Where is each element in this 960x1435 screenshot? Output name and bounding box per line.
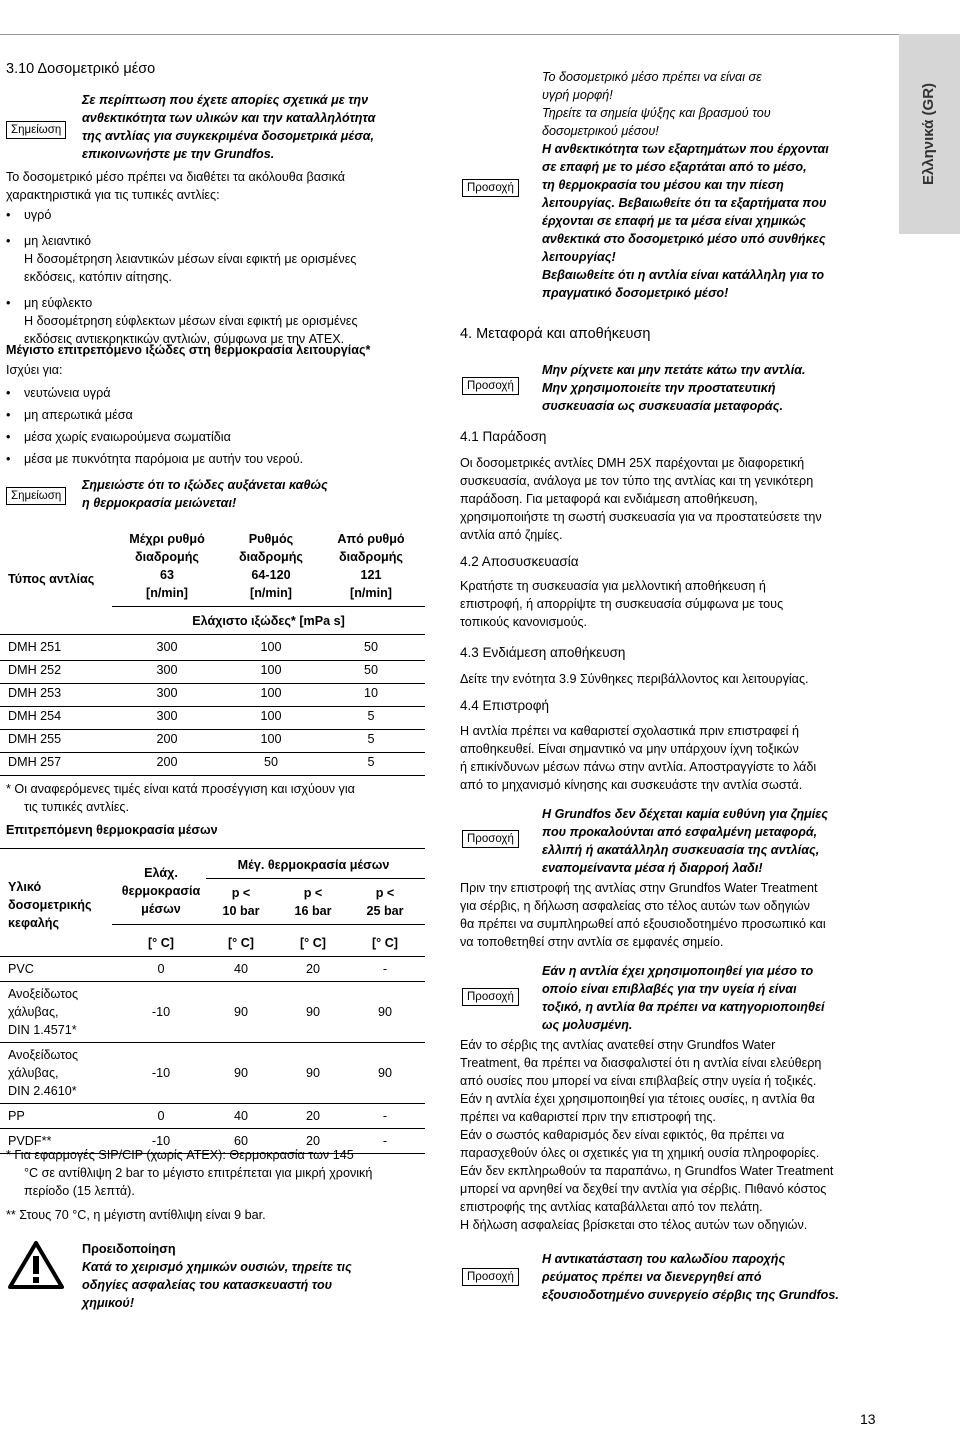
page-number: 13	[860, 1411, 876, 1427]
header-line: 25 bar	[366, 904, 404, 918]
section-4-3-text: Δείτε την ενότητα 3.9 Σύνθηκες περιβάλλοντος και λειτουργίας.	[460, 672, 809, 686]
section-4-4-heading: 4.4 Επιστροφή	[460, 698, 549, 713]
table-cell: 50	[363, 663, 378, 677]
table-rule	[0, 775, 425, 776]
note-text-1	[82, 91, 422, 163]
note2-line: Σημειώστε ότι το ιξώδες αυξάνεται καθώς	[82, 478, 328, 492]
list-item-title: μη απερωτικά μέσα	[24, 408, 133, 422]
header-line: p <	[303, 886, 323, 900]
table-cell: 90	[233, 1066, 248, 1080]
temperature-heading: Επιτρεπόμενη θερμοκρασία μέσων	[6, 823, 218, 837]
table-row	[0, 684, 425, 706]
caution1-line: σε επαφή με το μέσο εξαρτάται από το μέσο,	[542, 160, 807, 174]
section-4-1-text	[460, 454, 890, 544]
text-line: αποθηκευθεί. Είναι σημαντικό να μην υπάρχουν ίχνη τοξικών	[460, 742, 799, 756]
table-row	[0, 1104, 425, 1128]
language-tab-label-wrap	[899, 34, 960, 234]
header-line: 10 bar	[222, 904, 260, 918]
list-item-sub: Η δοσομέτρηση λειαντικών μέσων είναι εφικτή με ορισμένες	[24, 252, 357, 266]
table-cell: DMH 253	[8, 686, 62, 700]
viscosity-footnote	[6, 780, 355, 816]
caution1-line: πραγματικό δοσομετρικό μέσο!	[542, 286, 729, 300]
text-line: Οι δοσομετρικές αντλίες DMH 25X παρέχονται με διαφορετική	[460, 456, 805, 470]
text-line: για σέρβις, η δήλωση ασφαλείας στο τέλος αυτών των οδηγιών	[460, 899, 810, 913]
caution-label-2: Προσοχή	[462, 377, 519, 395]
caution1-line: τη θερμοκρασία του μέσου και την πίεση	[542, 178, 784, 192]
table-cell: 100	[260, 640, 282, 654]
list-item-title: υγρό	[24, 208, 52, 222]
section-4-4-text	[460, 722, 890, 794]
text-line: Εάν δεν εκπληρωθούν τα παραπάνω, η Grundfos Water Treatment	[460, 1164, 834, 1178]
list-item-title: μέσα με πυκνότητα παρόμοια με αυτήν του νερού.	[24, 452, 304, 466]
return-declaration-text	[460, 879, 890, 951]
footnote-line: °C σε αντίθλιψη 2 bar το μέγιστο επιτρέπεται για μικρή χρονική	[24, 1166, 373, 1180]
material-name-line: χάλυβας,	[8, 1066, 59, 1080]
warning-title: Προειδοποίηση	[82, 1242, 176, 1256]
footnote-line: * Για εφαρμογές SIP/CIP (χωρίς ATEX): Θερμοκρασία των 145	[6, 1148, 354, 1162]
section-3-10-heading: 3.10 Δοσομετρικό μέσο	[6, 61, 156, 77]
text-line: παρασχεθούν όλες οι σχετικές για τη χημική ουσία πληροφορίες.	[460, 1146, 820, 1160]
text-line: επιστροφή, ή απορρίψτε τη συσκευασία σύμφωνα με τους	[460, 597, 784, 611]
text-line: μπορεί να αρνηθεί να δεχθεί την αντλία για σέρβις. Πιθανό κόστος	[460, 1182, 827, 1196]
footnote-line: τις τυπικές αντλίες.	[24, 800, 129, 814]
text-line: ή επικίνδυνων μέσων πάνω στην αντλία. Αποστραγγίστε το λάδι	[460, 760, 817, 774]
table-cell: -	[382, 1109, 388, 1123]
caution1-line: λειτουργίας. Βεβαιωθείτε ότι τα εξαρτήματα που	[542, 196, 827, 210]
section-4-2-heading: 4.2 Αποσυσκευασία	[460, 554, 579, 569]
list-item: • μέσα χωρίς εναιωρούμενα σωματίδια	[6, 430, 231, 444]
warning-text	[82, 1240, 422, 1312]
material-name-line: Ανοξείδωτος	[8, 987, 79, 1001]
note1-line: της αντλίας για συγκεκριμένα δοσομετρικά μέσα,	[82, 129, 375, 143]
warning-line: χημικού!	[82, 1296, 135, 1310]
warning-icon	[8, 1240, 64, 1295]
table-cell: 100	[260, 686, 282, 700]
note1-line: Σε περίπτωση που έχετε απορίες σχετικά με την	[82, 93, 369, 107]
unit-cell: [° C]	[147, 936, 175, 950]
text-line: επιστροφής της αντλίας καταβάλλεται από τον πελάτη.	[460, 1200, 763, 1214]
table-cell: -	[382, 1134, 388, 1148]
intro-paragraph	[6, 168, 345, 204]
header-line: p <	[231, 886, 251, 900]
list-item: • μη εύφλεκτο Η δοσομέτρηση εύφλεκτων μέσων είναι εφικτή με ορισμένες εκδόσεις αντιεκρηκτικών αντλιών, σύμφωνα με την ATEX.	[6, 294, 426, 348]
table-header-p25	[340, 884, 430, 920]
caution1-line: λειτουργίας!	[542, 250, 616, 264]
header-line: Από ρυθμό	[337, 532, 405, 546]
table-header-col3	[316, 530, 426, 602]
header-rule	[0, 34, 960, 35]
table-subheader: Ελάχιστο ιξώδες* [mPa s]	[192, 614, 345, 628]
caution-label-4: Προσοχή	[462, 988, 519, 1006]
text-line: Εάν η αντλία έχει χρησιμοποιηθεί για τέτοιες ουσίες, η αντλία θα	[460, 1092, 815, 1106]
table-cell: -10	[151, 1005, 171, 1019]
caution1-line: Τηρείτε τα σημεία ψύξης και βρασμού του	[542, 106, 771, 120]
list-item-title: νευτώνεια υγρά	[24, 386, 111, 400]
unit-cell: [° C]	[227, 936, 255, 950]
material-name-line: χάλυβας,	[8, 1005, 59, 1019]
caution-label-1: Προσοχή	[462, 179, 519, 197]
caution-label-3: Προσοχή	[462, 830, 519, 848]
table-cell: -10	[151, 1134, 171, 1148]
applies-list	[6, 384, 426, 472]
caution4-line: οποίο είναι επιβλαβές για την υγεία ή είναι	[542, 982, 797, 996]
table-header-max-temp: Μέγ. θερμοκρασία μέσων	[237, 858, 390, 872]
list-item: • υγρό	[6, 208, 52, 222]
header-line: 16 bar	[294, 904, 332, 918]
temperature-footnote-2: ** Στους 70 °C, η μέγιστη αντίθλιψη είναι 9 bar.	[6, 1208, 266, 1222]
table-row	[0, 957, 425, 981]
table-header-col2	[216, 530, 326, 602]
header-line: [n/min]	[146, 586, 188, 600]
table-cell: 300	[156, 686, 178, 700]
header-line: Μέχρι ρυθμό	[129, 532, 205, 546]
unit-cell: [° C]	[299, 936, 327, 950]
table-cell: 100	[260, 709, 282, 723]
header-line: Υλικό	[8, 880, 42, 894]
material-name-line: PVDF**	[8, 1134, 52, 1148]
table-cell: 300	[156, 709, 178, 723]
header-line: διαδρομής	[239, 550, 303, 564]
caution3-line: Η Grundfos δεν δέχεται καμία ευθύνη για ζημίες	[542, 807, 828, 821]
table-cell: DMH 255	[8, 732, 62, 746]
table-cell: DMH 252	[8, 663, 62, 677]
caution3-line: εναπομείναντα μέσα ή διαρροή λαδι!	[542, 861, 763, 875]
table-cell: 50	[363, 640, 378, 654]
footnote-line: * Οι αναφερόμενες τιμές είναι κατά προσέγγιση και ισχύουν για	[6, 782, 355, 796]
table-cell: -10	[151, 1066, 171, 1080]
table-cell: 60	[233, 1134, 248, 1148]
material-name-line: PVC	[8, 962, 34, 976]
service-text	[460, 1036, 890, 1234]
text-line: παράδοση. Για μεταφορά και ενδιάμεση αποθήκευση,	[460, 492, 758, 506]
intro-line: χαρακτηριστικά για τις τυπικές αντλίες:	[6, 188, 220, 202]
header-line: 64-120	[251, 568, 291, 582]
header-line: μέσων	[141, 902, 181, 916]
header-line: [n/min]	[250, 586, 292, 600]
table-body	[0, 957, 425, 1154]
table-cell: 5	[367, 732, 375, 746]
text-line: Εάν ο σωστός καθαρισμός δεν είναι εφικτός, θα πρέπει να	[460, 1128, 785, 1142]
list-item-sub: εκδόσεις, κατόπιν αίτησης.	[24, 270, 172, 284]
table-cell: 40	[233, 962, 248, 976]
table-cell: 200	[156, 755, 178, 769]
note-label-1: Σημείωση	[6, 121, 66, 139]
caution4-line: Εάν η αντλία έχει χρησιμοποιηθεί για μέσο το	[542, 964, 814, 978]
text-line: συσκευασία, ανάλογα με τον τύπο της αντλίας και τη γενικότερη	[460, 474, 814, 488]
caution2-line: Μην ρίχνετε και μην πετάτε κάτω την αντλία.	[542, 363, 806, 377]
max-viscosity-heading: Μέγιστο επιτρεπόμενο ιξώδες στη θερμοκρασία λειτουργίας*	[6, 343, 371, 357]
note2-line: η θερμοκρασία μειώνεται!	[82, 496, 237, 510]
table-cell: 100	[260, 732, 282, 746]
list-item-sub: εκδόσεις αντιεκρηκτικών αντλιών, σύμφωνα με την ATEX.	[24, 332, 345, 346]
text-line: από το μηχανισμό κίνησης και συσκευάστε την αντλία σωστά.	[460, 778, 803, 792]
caution-text-5	[542, 1250, 887, 1304]
caution4-line: ως μολυσμένη.	[542, 1018, 633, 1032]
unit-cell: [° C]	[371, 936, 399, 950]
header-line: p <	[375, 886, 395, 900]
table-cell: 300	[156, 663, 178, 677]
material-name	[8, 1046, 78, 1100]
applies-for-label: Ισχύει για:	[6, 363, 63, 377]
text-line: να τοποθετηθεί στην αντλία σε εμφανές σημείο.	[460, 935, 724, 949]
caution3-line: ελλιπή ή ακατάλληλη συσκευασία της αντλίας,	[542, 843, 820, 857]
table-rule	[112, 606, 425, 607]
text-line: Πριν την επιστροφή της αντλίας στην Grundfos Water Treatment	[460, 881, 818, 895]
caution-text-3	[542, 805, 887, 877]
header-line: 121	[360, 568, 382, 582]
note-text-2	[82, 476, 328, 512]
table-cell: 90	[377, 1066, 392, 1080]
table-cell: DMH 254	[8, 709, 62, 723]
header-line: [n/min]	[350, 586, 392, 600]
text-line: χρησιμοποιήστε τη σωστή συσκευασία για να προστατεύσετε την	[460, 510, 822, 524]
material-name	[8, 1107, 25, 1125]
list-item-title: μη εύφλεκτο	[24, 296, 93, 310]
table-cell: 40	[233, 1109, 248, 1123]
caution1-line: υγρή μορφή!	[542, 88, 613, 102]
header-line: διαδρομής	[339, 550, 403, 564]
temperature-footnote-1	[6, 1146, 426, 1200]
table-header-col1	[112, 530, 222, 602]
caution1-line: Το δοσομετρικό μέσο πρέπει να είναι σε	[542, 70, 762, 84]
requirements-list	[6, 206, 426, 348]
table-cell: 200	[156, 732, 178, 746]
table-cell: 90	[377, 1005, 392, 1019]
caution4-line: τοξικό, η αντλία θα πρέπει να κατηγοριοποιηθεί	[542, 1000, 825, 1014]
header-line: 63	[159, 568, 174, 582]
table-rule	[112, 924, 425, 925]
table-row	[0, 1043, 425, 1103]
viscosity-table	[0, 524, 425, 774]
table-cell: 90	[305, 1005, 320, 1019]
temperature-table	[0, 848, 425, 1148]
list-item-title: μη λειαντικό	[24, 234, 91, 248]
table-row	[0, 661, 425, 683]
section-4-1-heading: 4.1 Παράδοση	[460, 429, 547, 444]
material-name-line: Ανοξείδωτος	[8, 1048, 79, 1062]
table-cell: 90	[305, 1066, 320, 1080]
text-line: Η δήλωση ασφαλείας βρίσκεται στο τέλος αυτών των οδηγιών.	[460, 1218, 808, 1232]
table-cell: 90	[233, 1005, 248, 1019]
caution-text-2	[542, 361, 887, 415]
header-line: δοσομετρικής	[8, 898, 92, 912]
list-item: • μη απερωτικά μέσα	[6, 408, 133, 422]
caution1-line: δοσομετρικού μέσου!	[542, 124, 659, 138]
table-cell: DMH 251	[8, 640, 62, 654]
table-rule	[0, 634, 425, 635]
table-cell: 50	[263, 755, 278, 769]
list-item: • μη λειαντικό Η δοσομέτρηση λειαντικών μέσων είναι εφικτή με ορισμένες εκδόσεις, κατόπιν αίτησης.	[6, 232, 426, 286]
caution-text-1	[542, 68, 887, 302]
note-label-2: Σημείωση	[6, 487, 66, 505]
section-4-3-heading: 4.3 Ενδιάμεση αποθήκευση	[460, 645, 626, 660]
footnote-line: περίοδο (15 λεπτά).	[24, 1184, 135, 1198]
list-item-sub: Η δοσομέτρηση εύφλεκτων μέσων είναι εφικτή με ορισμένες	[24, 314, 358, 328]
table-row	[0, 753, 425, 775]
table-cell: -	[382, 962, 388, 976]
note1-line: ανθεκτικότητα των υλικών και την καταλληλότητα	[82, 111, 376, 125]
list-item: • μέσα με πυκνότητα παρόμοια με αυτήν του νερού.	[6, 452, 304, 466]
material-name-line: DIN 1.4571*	[8, 1023, 77, 1037]
text-line: τοπικούς κανονισμούς.	[460, 615, 588, 629]
header-line: κεφαλής	[8, 916, 59, 930]
table-cell: 10	[363, 686, 378, 700]
header-line: Ελάχ.	[144, 866, 178, 880]
list-item-title: μέσα χωρίς εναιωρούμενα σωματίδια	[24, 430, 231, 444]
material-name	[8, 985, 78, 1039]
table-row	[0, 638, 425, 660]
material-name-line: PP	[8, 1109, 25, 1123]
caution1-line: Η ανθεκτικότητα των εξαρτημάτων που έρχονται	[542, 142, 829, 156]
material-name	[8, 960, 34, 978]
caution-text-4	[542, 962, 887, 1034]
header-line: θερμοκρασία	[121, 884, 201, 898]
note1-line: επικοινωνήστε με την Grundfos.	[82, 147, 275, 161]
table-header-material	[8, 878, 92, 932]
table-cell: 5	[367, 755, 375, 769]
table-row	[0, 707, 425, 729]
warning-line: Κατά το χειρισμό χημικών ουσιών, τηρείτε τις	[82, 1260, 352, 1274]
table-cell: 20	[305, 1109, 320, 1123]
table-cell: DMH 257	[8, 755, 62, 769]
text-line: Treatment, θα πρέπει να διασφαλιστεί ότι η αντλία είναι ελεύθερη	[460, 1056, 822, 1070]
table-rule	[206, 878, 425, 879]
table-cell: 20	[305, 962, 320, 976]
text-line: από ουσίες που μπορεί να είναι επιβλαβείς στην υγεία ή τοξικές.	[460, 1074, 817, 1088]
section-4-heading: 4. Μεταφορά και αποθήκευση	[460, 326, 651, 342]
list-item: • νευτώνεια υγρά	[6, 386, 111, 400]
section-4-2-text	[460, 577, 890, 631]
text-line: Κρατήστε τη συσκευασία για μελλοντική αποθήκευση ή	[460, 579, 766, 593]
table-header-pump-type: Τύπος αντλίας	[8, 572, 95, 586]
table-cell: 0	[157, 1109, 165, 1123]
text-line: θα πρέπει να συμπληρωθεί από εξουσιοδοτημένο προσωπικό και	[460, 917, 826, 931]
warning-line: οδηγίες ασφαλείας του κατασκευαστή του	[82, 1278, 333, 1292]
caution5-line: Η αντικατάσταση του καλωδίου παροχής	[542, 1252, 786, 1266]
text-line: Η αντλία πρέπει να καθαριστεί σχολαστικά πριν επιστραφεί ή	[460, 724, 799, 738]
table-cell: 300	[156, 640, 178, 654]
caution3-line: που προκαλούνται από εσφαλμένη μεταφορά,	[542, 825, 818, 839]
caution2-line: συσκευασία ως συσκευασία μεταφοράς.	[542, 399, 783, 413]
caution1-line: Βεβαιωθείτε ότι η αντλία είναι κατάλληλη για το	[542, 268, 825, 282]
table-cell: 5	[367, 709, 375, 723]
intro-line: Το δοσομετρικό μέσο πρέπει να διαθέτει τα ακόλουθα βασικά	[6, 170, 346, 184]
caution1-line: ανθεκτικά στο δοσομετρικό μέσο υπό συνθήκες	[542, 232, 826, 246]
text-line: αντλία από ζημίες.	[460, 528, 563, 542]
table-body	[0, 638, 425, 776]
caution5-line: ρεύματος πρέπει να διενεργηθεί από	[542, 1270, 762, 1284]
table-cell: 0	[157, 962, 165, 976]
text-line: πρέπει να καθαριστεί πριν την επιστροφή της.	[460, 1110, 716, 1124]
table-rule	[0, 848, 425, 849]
caution2-line: Μην χρησιμοποιείτε την προστατευτική	[542, 381, 776, 395]
caution5-line: εξουσιοδοτημένο συνεργείο σέρβις της Grundfos.	[542, 1288, 839, 1302]
caution-label-5: Προσοχή	[462, 1268, 519, 1286]
table-row	[0, 982, 425, 1042]
material-name-line: DIN 2.4610*	[8, 1084, 77, 1098]
table-cell: 100	[260, 663, 282, 677]
caution1-line: έρχονται σε επαφή με τα μέσα είναι χημικώς	[542, 214, 806, 228]
header-line: διαδρομής	[135, 550, 199, 564]
table-cell: 20	[305, 1134, 320, 1148]
text-line: Εάν το σέρβις της αντλίας ανατεθεί στην Grundfos Water	[460, 1038, 776, 1052]
language-tab-label: Ελληνικά (GR)	[920, 82, 938, 186]
table-row	[0, 730, 425, 752]
header-line: Ρυθμός	[248, 532, 294, 546]
